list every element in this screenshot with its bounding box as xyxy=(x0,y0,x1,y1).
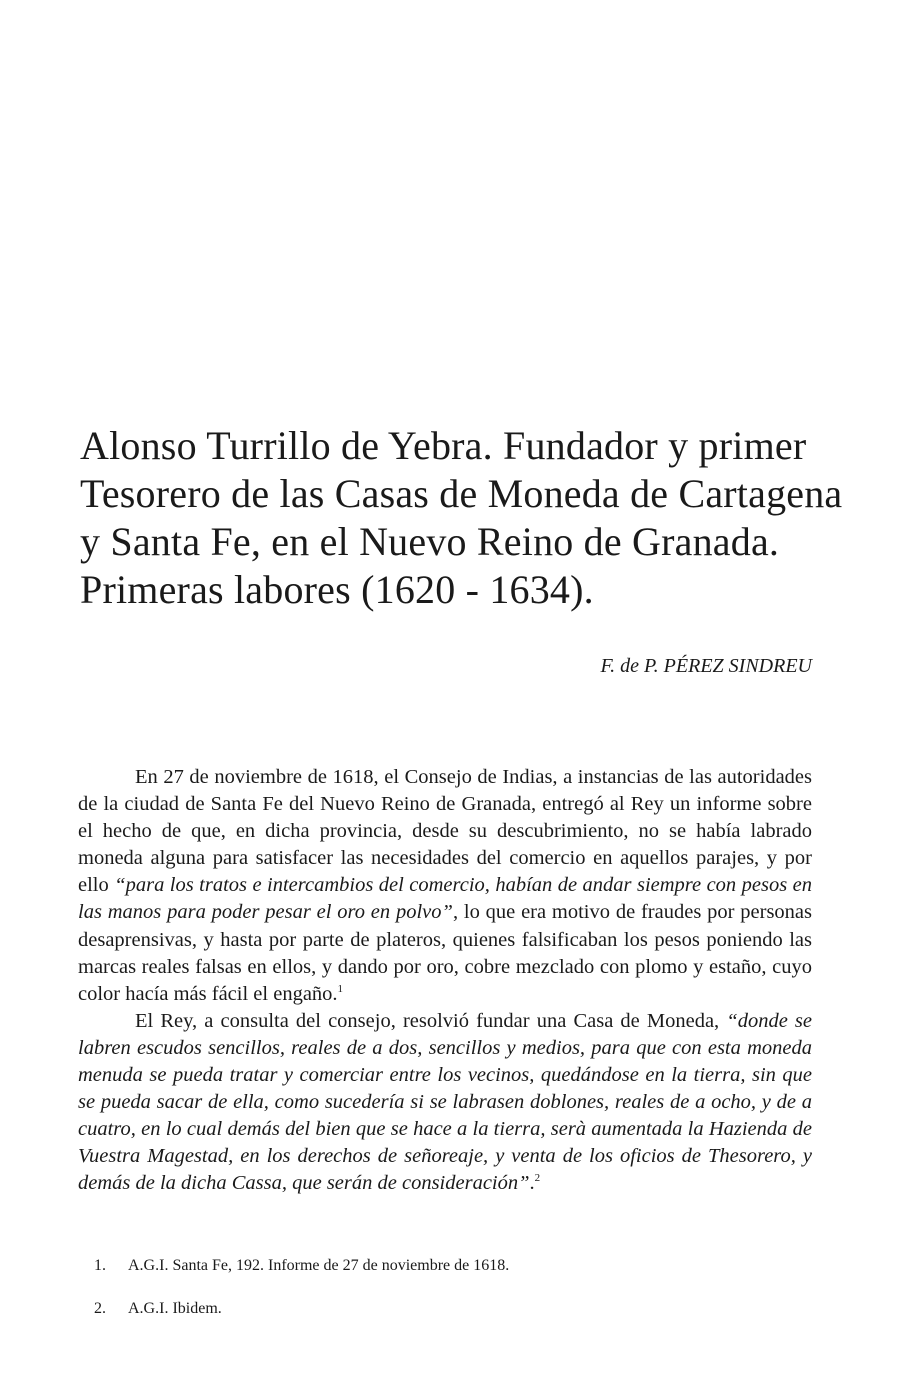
title-line: Tesorero de las Casas de Moneda de Cartagena xyxy=(80,471,843,516)
quotation: “para los tratos e intercambios del comercio, habían de andar siempre con pesos en las manos para poder pesar el oro en polvo” xyxy=(78,874,812,924)
paragraph xyxy=(78,764,812,1008)
title-line: Alonso Turrillo de Yebra. Fundador y primer xyxy=(80,423,807,468)
footnote-reference: 1 xyxy=(337,982,344,995)
article-body xyxy=(78,764,812,1198)
title-line: Primeras labores (1620 - 1634). xyxy=(80,567,594,612)
author-byline: F. de P. PÉREZ SINDREU xyxy=(600,655,812,677)
footnote-text: A.G.I. Ibidem. xyxy=(128,1300,222,1317)
footnote-number: 1. xyxy=(94,1257,106,1274)
footnote xyxy=(94,1257,509,1275)
footnote-reference: 2 xyxy=(534,1172,541,1185)
footnote-number: 2. xyxy=(94,1300,106,1317)
paragraph xyxy=(78,1008,812,1198)
quotation: “donde se labren escudos sencillos, reales de a dos, sencillos y medios, para que con esta moneda menuda se pueda tratar y comerciar entre los vecinos, quedándose en la tierra, sin que se pueda sacar de ella, como sucedería si se labrasen doblones, reales de a ocho, y de a cuatro, en lo cual demás del bien que se hace a la tierra, serà aumentada la Hazienda de Vuestra Magestad, en los derechos de señoreaje, y venta de los oficios de Thesorero, y demás de la dicha Cassa, que serán de consideración” xyxy=(78,1009,813,1195)
article-title xyxy=(80,422,843,614)
paragraph-text: En 27 de noviembre de 1618, el Consejo de Indias, a instancias de las autoridades de la ciudad de Santa Fe del Nuevo Reino de Granada, entregó al Rey un informe sobre el hecho de que, en dicha provincia, desde su descubrimiento, no se había labrado moneda alguna para satisfacer las necesidades del comercio en aquellos parajes, y por ello xyxy=(78,766,812,897)
paragraph-text: , lo que era motivo de fraudes por personas desaprensivas, y hasta por parte de plateros, quienes falsificaban los pesos poniendo las marcas reales falsas en ellos, y dando por oro, cobre mezclado con plomo y estaño, cuyo color hacía más fácil el engaño. xyxy=(78,901,813,1005)
footnote-text: A.G.I. Santa Fe, 192. Informe de 27 de noviembre de 1618. xyxy=(128,1257,510,1274)
paragraph-text: . xyxy=(529,1172,535,1195)
paragraph-text: El Rey, a consulta del consejo, resolvió fundar una Casa de Moneda, xyxy=(135,1009,727,1032)
title-line: y Santa Fe, en el Nuevo Reino de Granada. xyxy=(80,519,780,564)
footnote xyxy=(94,1300,222,1318)
